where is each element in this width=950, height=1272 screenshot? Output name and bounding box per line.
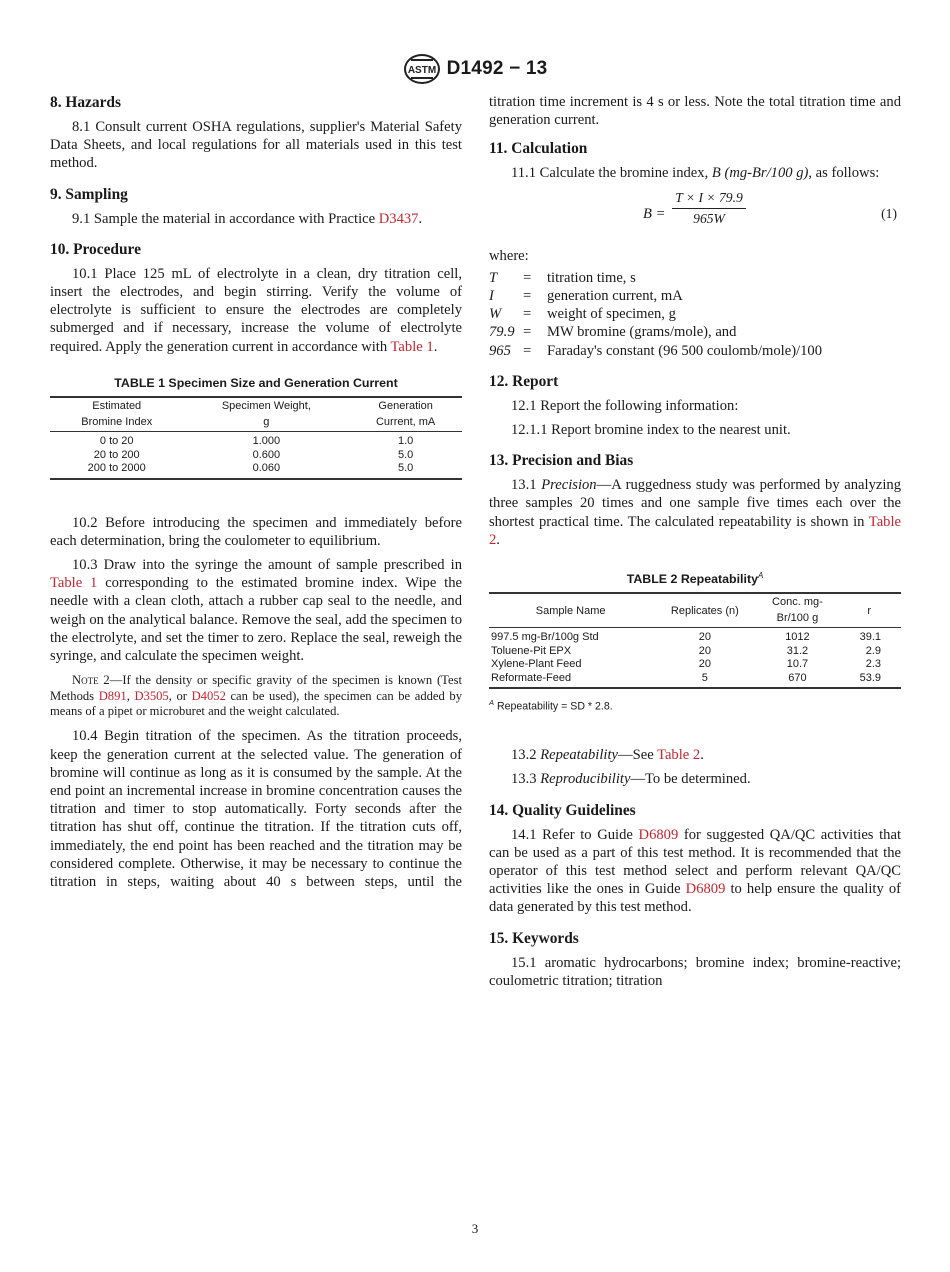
table-cell: 0 to 20	[99, 435, 134, 448]
link-table-2[interactable]: Table 2	[657, 747, 701, 764]
text: 13.2	[511, 747, 541, 764]
table-cell: 20	[698, 658, 711, 671]
section-quality-guidelines	[489, 801, 901, 917]
table-row	[50, 462, 462, 479]
definition-item	[489, 342, 901, 360]
link-d3437[interactable]: D3437	[378, 210, 419, 227]
table-row	[489, 645, 901, 659]
section-heading: 14. Quality Guidelines	[489, 801, 636, 819]
table-2-footnote	[489, 694, 901, 716]
text: .	[418, 210, 423, 227]
table-cell: 20	[698, 631, 711, 644]
table-cell: 53.9	[837, 672, 901, 689]
link-table-2[interactable]: Table 2	[489, 513, 901, 548]
section-heading: 12. Report	[489, 372, 559, 390]
definition-symbol: T	[489, 269, 498, 286]
section-heading: 9. Sampling	[50, 185, 128, 203]
note-2	[50, 673, 462, 719]
definition-text: MW bromine (grams/mole), and	[547, 324, 737, 341]
term-precision: Precision	[541, 477, 597, 494]
table-1-caption: TABLE 1 Specimen Size and Generation Current	[114, 375, 398, 390]
table-2	[489, 592, 901, 689]
section-heading: 11. Calculation	[489, 140, 588, 158]
text: 14.1 Refer to Guide	[511, 826, 639, 843]
table-cell: 5	[652, 672, 757, 689]
text: 11.1 Calculate the bromine index,	[511, 165, 712, 182]
table-cell: 1012	[785, 631, 810, 644]
table-header: Current, mA	[349, 415, 462, 432]
table-row	[50, 449, 462, 463]
text: can be used), the specimen can be added by means of a pipet or microburet and the weight calculated.	[50, 688, 463, 718]
paragraph-10-4: 10.4 Begin titration of the specimen. As the titration proceeds, keep the generation current at the selected value. The generation of bromine will continue as long as it is consumed by the sample. At the end point an incremental increase in bromine concentration causes the titration and timer to stop automatically. Forty seconds after the titration has shut off, continue the titration. If the titration cuts off, immediately, the end point has been reached and the titration may be considered complete. Otherwise, it may be necessary to continue the titration in steps, waiting about 40 s between steps, until the	[50, 728, 462, 890]
table-2-block	[489, 567, 901, 716]
astm-logo-icon	[403, 54, 441, 84]
paragraph-10-4-continued: titration time increment is 4 s or less. Note the total titration time and generation current.	[489, 94, 901, 129]
text: 13.1	[511, 477, 542, 494]
definition-text: weight of specimen, g	[547, 306, 676, 323]
text: .	[433, 338, 438, 355]
table-header: Sample Name	[489, 593, 652, 628]
definition-equals: =	[523, 288, 532, 305]
section-hazards	[50, 93, 462, 173]
equation-lhs: B =	[643, 205, 666, 222]
paragraph-15-1: 15.1 aromatic hydrocarbons; bromine index; bromine-reactive; coulometric titration; titration	[489, 954, 901, 989]
paragraph-13-3	[489, 770, 901, 788]
table-header: r	[837, 593, 901, 628]
section-report	[489, 372, 901, 439]
term-reproducibility: Reproducibility	[540, 771, 631, 788]
text: .	[700, 747, 704, 764]
term-repeatability: Repeatability	[540, 747, 618, 764]
equation-number: (1)	[881, 205, 897, 221]
section-sampling	[50, 185, 462, 228]
text: corresponding to the estimated bromine index. Wipe the needle with a clean cloth, attach a rubber cap seal to the needle, and weigh on the analytical balance. Remove the seal, add the specimen to the electrolyte, and set the timer to zero. Replace the seal, reweigh the syringe, and calculate the specimen weight.	[50, 575, 462, 664]
table-cell: 20 to 200	[93, 448, 140, 461]
section-heading: 15. Keywords	[489, 929, 579, 947]
table-cell: 1.000	[252, 435, 281, 448]
where-label: where:	[489, 247, 529, 264]
definition-equals: =	[523, 342, 532, 359]
variable-b: B (mg-Br/100 g)	[711, 165, 809, 182]
right-column	[489, 93, 901, 1002]
table-cell: 200 to 2000	[50, 462, 183, 479]
text: 9.1 Sample the material in accordance with Practice	[72, 210, 379, 227]
text: —See	[618, 747, 658, 764]
link-d891[interactable]: D891	[98, 688, 127, 703]
definition-symbol: 965	[489, 342, 511, 359]
table-header: g	[183, 415, 349, 432]
footnote-marker: A	[489, 698, 495, 708]
section-precision-bias	[489, 451, 901, 788]
document-number: D1492 − 13	[446, 57, 548, 79]
link-d4052[interactable]: D4052	[191, 688, 226, 703]
text: , as follows:	[808, 165, 880, 182]
section-calculation	[489, 139, 901, 359]
footnote-marker: A	[757, 571, 764, 581]
text: ,	[126, 688, 135, 703]
table-1-block	[50, 374, 462, 480]
equation-denominator: 965W	[693, 210, 725, 226]
text: .	[496, 531, 500, 548]
table-cell: 997.5 mg-Br/100g Std	[491, 631, 599, 644]
paragraph-10-3	[50, 556, 462, 665]
definition-symbol: I	[489, 288, 494, 305]
paragraph-10-1	[50, 265, 462, 356]
definition-item	[489, 323, 901, 341]
table-row	[489, 628, 901, 645]
section-heading: 8. Hazards	[50, 94, 121, 111]
definition-text: titration time, s	[547, 269, 636, 286]
section-keywords	[489, 929, 901, 990]
equation-1	[489, 189, 901, 239]
table-cell: 0.060	[183, 462, 349, 479]
paragraph-12-1: 12.1 Report the following information:	[511, 397, 739, 414]
definition-equals: =	[523, 324, 532, 341]
page-number: 3	[471, 1221, 479, 1236]
table-cell: Xylene-Plant Feed	[491, 658, 582, 671]
table-header: Br/100 g	[757, 611, 837, 628]
section-heading: 10. Procedure	[50, 240, 141, 258]
definition-item	[489, 287, 901, 305]
definition-equals: =	[523, 306, 532, 323]
paragraph-13-2	[489, 746, 901, 764]
link-table-1[interactable]: Table 1	[50, 575, 98, 592]
svg-text:ASTM: ASTM	[407, 65, 436, 76]
table-header: Replicates (n)	[652, 593, 757, 628]
text: to help ensure the quality of data generated by this test method.	[489, 881, 901, 916]
equation-fraction	[672, 189, 746, 228]
text: —If the density or specific gravity of the specimen is known (Test Methods	[50, 673, 462, 703]
footnote-text: Repeatability = SD * 2.8.	[494, 700, 613, 713]
caption-text: TABLE 2 Repeatability	[626, 572, 758, 587]
table-cell: 20	[698, 644, 711, 657]
definition-symbol: 79.9	[489, 324, 515, 341]
left-column	[50, 93, 462, 903]
table-1	[50, 396, 462, 480]
table-cell: 31.2	[786, 644, 809, 657]
table-header: Estimated	[50, 397, 183, 415]
text: 10.3 Draw into the syringe the amount of sample prescribed in	[72, 556, 462, 573]
paragraph-13-1	[489, 476, 901, 549]
table-header: Specimen Weight,	[183, 397, 349, 415]
table-cell: 5.0	[397, 448, 414, 461]
table-cell: 2.3	[865, 658, 881, 671]
table-cell: 10.7	[786, 658, 809, 671]
link-d6809[interactable]: D6809	[685, 881, 726, 898]
definition-symbol: W	[489, 306, 502, 323]
paragraph-10-2: 10.2 Before introducing the specimen and immediately before each determination, bring the coulometer to equilibrium.	[50, 514, 462, 549]
table-header: Generation	[349, 397, 462, 415]
table-row	[489, 672, 901, 689]
page-header	[0, 54, 950, 84]
table-cell: 5.0	[349, 462, 462, 479]
definition-equals: =	[523, 269, 532, 286]
paragraph-12-1-1: 12.1.1 Report bromine index to the nearest unit.	[511, 422, 791, 439]
note-label: Note 2	[72, 673, 110, 688]
text: for suggested QA/QC activities that can be used as a part of this test method. It is recommended that the operator of this test method select and perform relevant QA/QC activities like the ones in Guide	[489, 826, 901, 898]
paragraph-8-1: 8.1 Consult current OSHA regulations, supplier's Material Safety Data Sheets, and local regulations for all materials used in this test method.	[50, 119, 462, 172]
definition-text: generation current, mA	[547, 288, 683, 305]
table-cell: Reformate-Feed	[489, 672, 652, 689]
equation-numerator: T × I × 79.9	[672, 189, 746, 209]
section-procedure	[50, 240, 462, 891]
table-header: Bromine Index	[50, 415, 183, 432]
definition-item	[489, 269, 901, 287]
link-d3505[interactable]: D3505	[134, 688, 169, 703]
definition-text: Faraday's constant (96 500 coulomb/mole)/100	[547, 342, 822, 359]
paragraph-9-1	[50, 210, 462, 228]
table-cell: 2.9	[865, 644, 881, 657]
table-cell: 0.600	[252, 448, 281, 461]
table-cell: 670	[757, 672, 837, 689]
text: —A ruggedness study was performed by analyzing three samples 20 times and one sample five times each over the shortest practical time. The calculated repeatability is shown in	[489, 477, 902, 530]
table-row	[489, 658, 901, 672]
text: , or	[168, 688, 192, 703]
table-header: Conc. mg-	[757, 593, 837, 611]
table-row	[50, 432, 462, 449]
link-d6809[interactable]: D6809	[638, 826, 679, 843]
table-2-caption	[489, 567, 901, 588]
paragraph-14-1	[489, 826, 901, 917]
link-table-1[interactable]: Table 1	[390, 338, 434, 355]
text: —To be determined.	[630, 771, 751, 788]
definitions-list	[489, 269, 901, 360]
text: 13.3	[511, 771, 541, 788]
section-heading: 13. Precision and Bias	[489, 452, 634, 470]
text: 10.1 Place 125 mL of electrolyte in a clean, dry titration cell, insert the electrodes, and begin stirring. Verify the volume of electrolyte is sufficient to ensure the electrodes are completely submerged and if necessary, increase the volume of electrolyte required. Apply the generation current in accordance with	[50, 265, 462, 355]
paragraph-11-1	[489, 164, 901, 182]
table-cell: 39.1	[859, 631, 881, 644]
table-cell: Toluene-Pit EPX	[491, 644, 572, 657]
table-cell: 1.0	[397, 435, 414, 448]
definition-item	[489, 305, 901, 323]
